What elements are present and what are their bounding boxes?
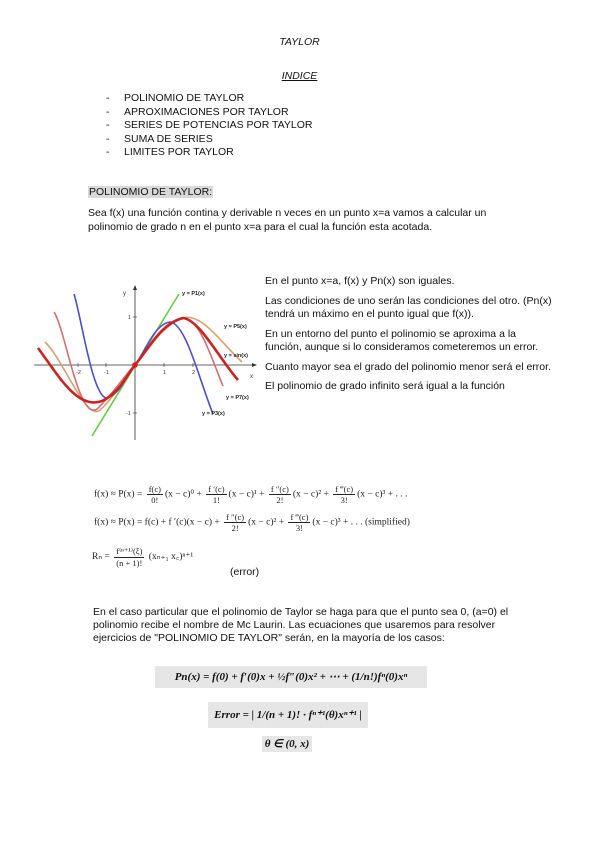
p1-label: y = P1(x) [182, 291, 205, 297]
fraction [269, 484, 291, 505]
fraction-numerator: f ‴(c) [335, 484, 354, 494]
sin-curve [38, 318, 238, 403]
y-axis-label: y [123, 291, 126, 297]
expansion-point [132, 362, 138, 368]
remainder-formula [92, 546, 193, 568]
fraction [206, 484, 226, 505]
fraction-denominator: 2! [276, 495, 284, 505]
mclaurin-paragraph: En el caso particular que el polinomio de Taylor se haga para que el punto sea 0, (a=0) el polinomio recibe el nombre de Mc Laurin. Las ecuaciones que usaremos para resolver ejercicios de "POLINOMIO DE TAYLOR" serán, en la mayoría de los casos: [93, 606, 509, 644]
toc-dash: - [106, 146, 110, 158]
toc-dash: - [106, 105, 110, 118]
fraction-denominator: (n + 1)! [116, 558, 143, 568]
formula-term: (x − c)³ + . . . [357, 489, 408, 500]
x-axis-label: x [250, 374, 253, 380]
fraction-numerator: f ‴(c) [290, 512, 309, 522]
explanation-paragraph: El polinomio de grado infinito será igual a la función [265, 380, 505, 392]
toc-item-label: LIMITES POR TAYLOR [124, 146, 234, 158]
fraction-denominator: 3! [340, 495, 348, 505]
fraction [147, 484, 163, 505]
theta-interval: θ ∈ (0, x) [262, 736, 312, 752]
explanation-paragraph: En un entorno del punto el polinomio se aproxima a la función, aunque si lo consideramos cometeremos un error. [265, 327, 539, 353]
fraction-numerator: f(c) [148, 484, 161, 494]
fraction-numerator: f⁽ⁿ⁺¹⁾(ξ) [116, 546, 143, 556]
p3-label: y = P3(x) [202, 411, 225, 417]
x-tick-label: -2 [76, 370, 81, 376]
x-tick-label: -1 [104, 370, 109, 376]
explanation-paragraph: Cuanto mayor sea el grado del polinomio menor será el error. [265, 360, 551, 373]
formula-term: (x − c)⁰ + [164, 489, 202, 500]
fraction-denominator: 2! [231, 523, 239, 533]
error-equation: Error = | 1/(n + 1)! · fⁿ⁺¹(θ)xⁿ⁺¹ | [208, 702, 368, 728]
p5-label: y = P5(x) [224, 324, 247, 330]
x-tick-label: 1 [163, 370, 167, 376]
sin-label: y = sin(x) [224, 353, 248, 359]
explanation-paragraph: Las condiciones de uno serán las condiciones del otro. (Pn(x) tendrá un máximo en el punto igual que f(x)). [265, 294, 552, 320]
formula-term: (x − c)³ + . . . (simplified) [312, 517, 410, 528]
toc-item-label: SUMA DE SERIES [124, 132, 213, 145]
document-title: TAYLOR [279, 36, 320, 48]
formula-term: (x − c)¹ + [228, 489, 265, 500]
taylor-approximation-graph [30, 282, 260, 442]
p7-curve [45, 317, 242, 411]
toc-item-label: APROXIMACIONES POR TAYLOR [124, 105, 289, 118]
taylor-simplified-formula [94, 512, 410, 533]
fraction-numerator: f ″(c) [226, 512, 245, 522]
p7-label: y = P7(x) [226, 395, 249, 401]
y-tick-label: 1 [128, 315, 132, 321]
taylor-series-formula [94, 484, 407, 505]
fraction-denominator: 1! [212, 495, 220, 505]
table-of-contents [106, 92, 312, 160]
toc-item [106, 106, 312, 120]
formula-lhs: Rₙ = [92, 552, 110, 563]
y-tick-label: -1 [126, 411, 131, 417]
graph-explanation [265, 275, 555, 400]
fraction-numerator: f ″(c) [270, 484, 289, 494]
formula-lhs: f(x) ≈ P(x) = [94, 489, 143, 500]
fraction-numerator: f ′(c) [208, 484, 225, 494]
toc-item [106, 146, 312, 160]
toc-dash: - [106, 92, 110, 104]
intro-paragraph: Sea f(x) una función contina y derivable n veces en un punto x=a vamos a calcular un polinomio de grado n en el punto x=a para el cual la función esta acotada. [88, 207, 487, 233]
index-heading: INDICE [281, 70, 318, 82]
fraction [114, 546, 144, 568]
x-axis-arrow [252, 363, 257, 367]
toc-dash: - [106, 119, 110, 131]
toc-item-label: POLINOMIO DE TAYLOR [124, 92, 245, 104]
explanation-paragraph: En el punto x=a, f(x) y Pn(x) son iguales. [265, 275, 455, 287]
formula-lhs: f(x) ≈ P(x) = f(c) + f ′(c)(x − c) + [94, 517, 220, 528]
fraction [333, 484, 355, 505]
fraction [224, 512, 246, 533]
toc-item [106, 92, 312, 106]
mclaurin-polynomial-equation: Pn(x) = f(0) + f′(0)x + ½f″(0)x² + ⋯ + (1/n!)fⁿ(0)xⁿ [155, 666, 427, 688]
formula-term: (x − c)² + [248, 517, 285, 528]
y-axis-arrow [133, 285, 137, 290]
error-label: (error) [230, 566, 260, 578]
toc-item [106, 119, 312, 133]
formula-term: (xₙ₊₁ x꜀)ⁿ⁺¹ [148, 552, 194, 563]
formula-term: (x − c)² + [292, 489, 329, 500]
fraction [288, 512, 310, 533]
toc-item-label: SERIES DE POTENCIAS POR TAYLOR [124, 119, 313, 131]
toc-dash: - [106, 132, 110, 145]
fraction-denominator: 3! [295, 523, 303, 533]
x-tick-label: 2 [192, 370, 196, 376]
section-heading: POLINOMIO DE TAYLOR: [89, 186, 213, 198]
fraction-denominator: 0! [151, 495, 159, 505]
toc-item [106, 133, 312, 147]
